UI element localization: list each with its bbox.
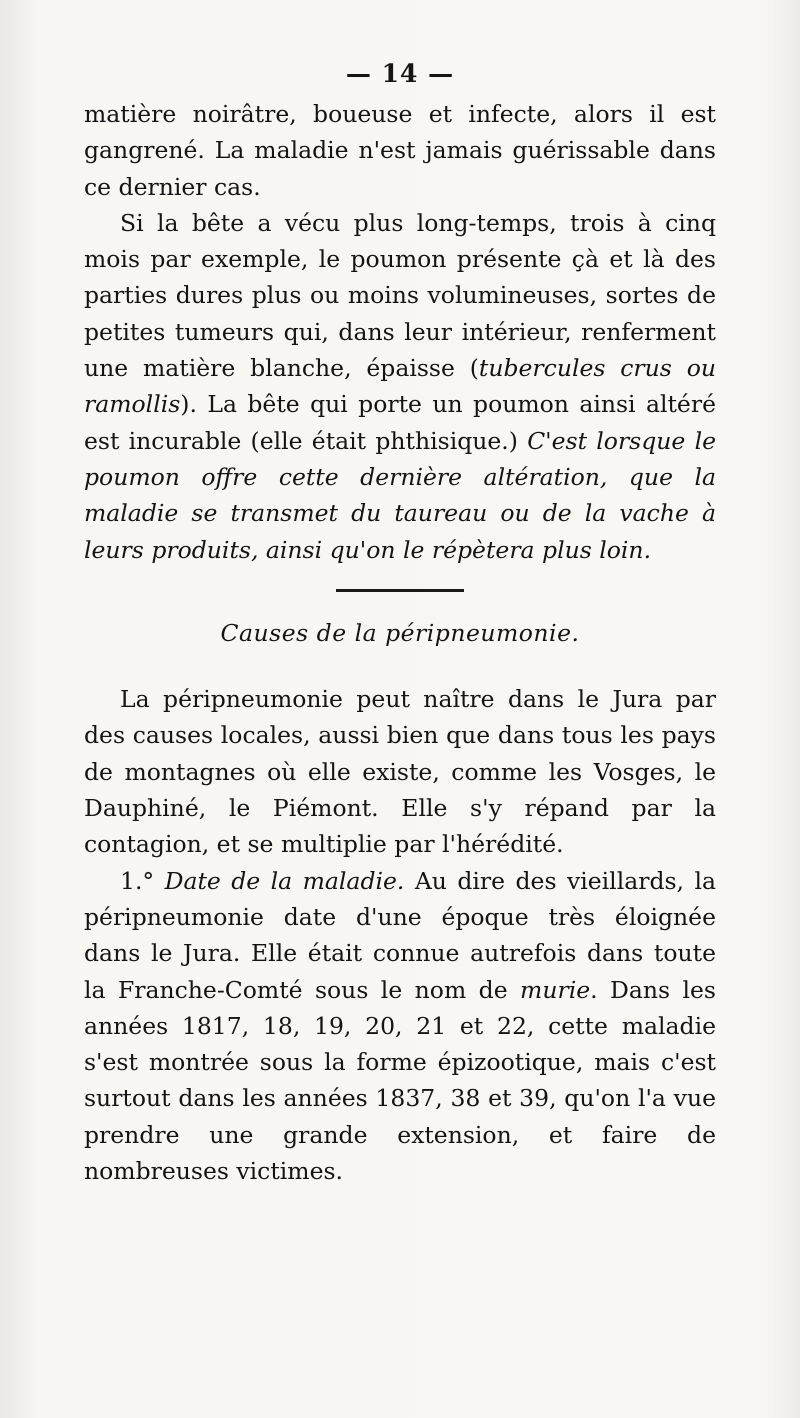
paragraph — [84, 863, 716, 1190]
page-number: — 14 — — [345, 59, 455, 88]
paragraph-text: Au dire des vieillards, la péripneumonie date d'une époque très éloignée dans le Jura. Elle était connue autrefois dans toute la Franche-Comté sous le nom de — [84, 866, 716, 1004]
subsection-title: Date de la maladie. — [164, 866, 405, 895]
section-divider — [336, 589, 464, 592]
italic-term: tubercules crus ou ramollis — [84, 354, 716, 419]
paragraph-text: La péripneumonie peut naître dans le Jura par des causes locales, aussi bien que dans tous les pays de montagnes où elle existe, comme les Vosges, le Dauphiné, le Piémont. Elle s'y répand par la contagion, et se multiplie par l'hérédité. — [84, 685, 716, 859]
page-content — [84, 52, 716, 1189]
paragraph — [84, 96, 716, 205]
italic-term: murie — [520, 975, 591, 1004]
paragraph-text: matière noirâtre, boueuse et infecte, alors il est gangrené. La maladie n'est jamais guérissable dans ce dernier cas. — [84, 100, 716, 201]
italic-passage: C'est lorsque le poumon offre cette dernière altération, que la maladie se transmet du taureau ou de la vache à leurs produits, ainsi qu'on le répètera plus loin. — [84, 426, 716, 564]
paragraph-text: . Dans les années 1817, 18, 19, 20, 21 et 22, cette maladie s'est montrée sous la forme épizootique, mais c'est surtout dans les années 1837, 38 et 39, qu'on l'a vue prendre une grande extension, et faire de nombreuses victimes. — [84, 975, 716, 1186]
paragraph-text: ). La bête qui porte un poumon ainsi altéré est incurable (elle était phthisique.) — [84, 390, 716, 455]
paragraph — [84, 205, 716, 568]
list-number: 1.° — [120, 866, 165, 895]
paragraph-text: Si la bête a vécu plus long-temps, trois à cinq mois par exemple, le poumon présente çà et là des parties dures plus ou moins volumineuses, sortes de petites tumeurs qui, dans leur intérieur, renferment une matière blanche, épaisse ( — [84, 208, 716, 383]
paragraph — [84, 681, 716, 862]
section-heading: Causes de la péripneumonie. — [220, 618, 580, 647]
